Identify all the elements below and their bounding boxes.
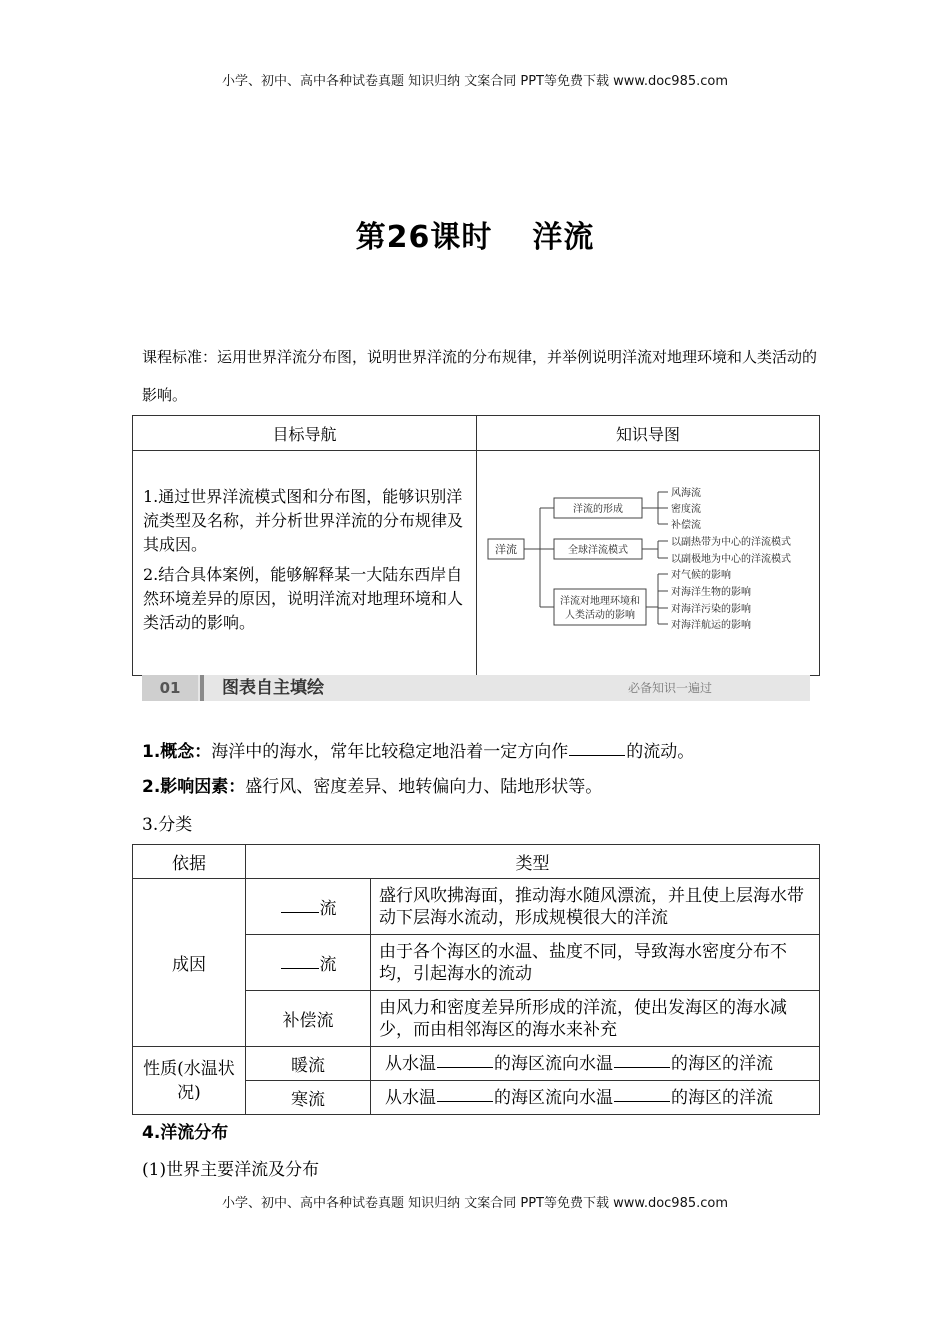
- concept-text-end: 的流动。: [626, 742, 695, 762]
- cold-desc: [371, 1081, 820, 1115]
- mindmap-branch-global: 全球洋流模式: [568, 545, 628, 556]
- cold-cell: 寒流: [246, 1081, 371, 1115]
- classification-table: [132, 844, 820, 1115]
- nature-cell: 性质(水温状况): [133, 1047, 246, 1115]
- mindmap-leaf: 对海洋生物的影响: [671, 587, 751, 598]
- fill-blank[interactable]: [437, 1100, 493, 1102]
- wind-suffix: 流: [319, 899, 337, 919]
- mindmap-leaf: 以副热带为中心的洋流模式: [671, 537, 791, 548]
- mindmap-leaf: 风海流: [671, 488, 701, 499]
- concept-label: 1.概念：: [142, 742, 212, 762]
- curriculum-standard: 课程标准：运用世界洋流分布图，说明世界洋流的分布规律，并举例说明洋流对地理环境和人类活动的影响。: [142, 348, 818, 404]
- mindmap-leaf: 对海洋航运的影响: [671, 620, 751, 631]
- cold-end: 的海区的洋流: [671, 1087, 773, 1108]
- mindmap-branch-formation: 洋流的形成: [573, 504, 623, 515]
- density-suffix: 流: [319, 955, 337, 975]
- mindmap-root: 洋流: [495, 543, 517, 556]
- mindmap-branch-impact-2: 人类活动的影响: [565, 610, 635, 621]
- page-header: 小学、初中、高中各种试卷真题 知识归纳 文案合同 PPT等免费下载 www.doc985.com: [221, 74, 729, 89]
- guide-table: [132, 415, 820, 676]
- mindmap-leaf: 以副极地为中心的洋流模式: [671, 554, 791, 565]
- concept-line: [142, 737, 694, 762]
- cold-to: 的海区流向水温: [494, 1087, 613, 1108]
- section-number: 01: [142, 675, 198, 701]
- wind-desc: 盛行风吹拂海面，推动海水随风漂流，并且使上层海水带动下层海水流动，形成规模很大的洋流: [371, 879, 820, 935]
- knowledge-mindmap: [478, 452, 818, 674]
- warm-cell: 暖流: [246, 1047, 371, 1081]
- warm-desc: [371, 1047, 820, 1081]
- concept-text: 海洋中的海水，常年比较稳定地沿着一定方向作: [211, 742, 569, 762]
- section-hint: 必备知识一遍过: [627, 681, 712, 695]
- fill-blank[interactable]: [281, 911, 319, 913]
- comp-type-cell: 补偿流: [246, 991, 371, 1047]
- section-divider: [200, 675, 204, 701]
- lesson-number: 第26课时: [355, 220, 493, 255]
- cause-cell: 成因: [133, 879, 246, 1047]
- classify-heading: 3.分类: [142, 815, 193, 835]
- warm-end: 的海区的洋流: [671, 1053, 773, 1074]
- fill-blank[interactable]: [614, 1066, 670, 1068]
- mindmap-branch-impact-1: 洋流对地理环境和: [560, 596, 640, 607]
- goal-2: 2.结合具体案例，能够解释某一大陆东西岸自然环境差异的原因，说明洋流对地理环境和人类活动的影响。: [143, 565, 464, 632]
- section-band: [142, 675, 810, 701]
- page-title: [0, 212, 950, 256]
- section-label: 图表自主填绘: [222, 678, 324, 698]
- goals-cell: [133, 451, 477, 676]
- header-basis: 依据: [133, 845, 246, 879]
- density-desc: 由于各个海区的水温、盐度不同，导致海水密度分布不均，引起海水的流动: [371, 935, 820, 991]
- mindmap-leaf: 对海洋污染的影响: [671, 604, 751, 615]
- goal-1: 1.通过世界洋流模式图和分布图，能够识别洋流类型及名称，并分析世界洋流的分布规律及其成因。: [143, 487, 464, 554]
- fill-blank[interactable]: [614, 1100, 670, 1102]
- mindmap-header: 知识导图: [477, 416, 820, 451]
- mindmap-cell: [477, 451, 820, 676]
- warm-from: 从水温: [385, 1053, 436, 1074]
- density-type-cell: [246, 935, 371, 991]
- distribution-heading: [142, 1118, 228, 1143]
- factors-text: 盛行风、密度差异、地转偏向力、陆地形状等。: [245, 777, 603, 797]
- fill-blank[interactable]: [569, 754, 625, 756]
- factors-label: 2.影响因素：: [142, 777, 246, 797]
- comp-desc: 由风力和密度差异所形成的洋流，使出发海区的海水减少，而由相邻海区的海水来补充: [371, 991, 820, 1047]
- distribution-label: 4.洋流分布: [142, 1123, 229, 1143]
- fill-blank[interactable]: [281, 967, 319, 969]
- distribution-sub: (1)世界主要洋流及分布: [142, 1160, 320, 1180]
- fill-blank[interactable]: [437, 1066, 493, 1068]
- page-footer: 小学、初中、高中各种试卷真题 知识归纳 文案合同 PPT等免费下载 www.doc985.com: [221, 1196, 729, 1211]
- factors-line: [142, 772, 602, 797]
- mindmap-leaf: 密度流: [671, 504, 701, 515]
- mindmap-leaf: 对气候的影响: [671, 570, 731, 581]
- warm-to: 的海区流向水温: [494, 1053, 613, 1074]
- mindmap-leaf: 补偿流: [671, 520, 701, 531]
- header-type: 类型: [246, 845, 820, 879]
- goals-header: 目标导航: [133, 416, 477, 451]
- wind-type-cell: [246, 879, 371, 935]
- cold-from: 从水温: [385, 1087, 436, 1108]
- lesson-topic: 洋流: [532, 220, 595, 255]
